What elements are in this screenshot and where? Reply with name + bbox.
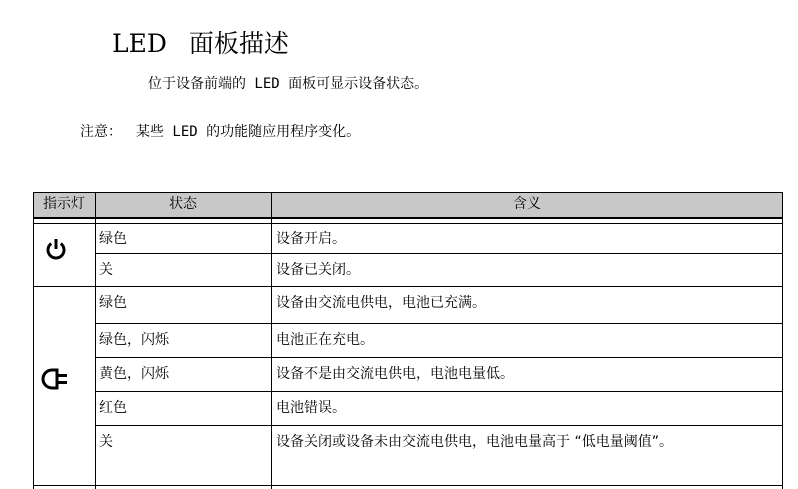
table-row-meaning: 电池正在充电。	[276, 332, 374, 348]
rule-row	[95, 425, 783, 426]
rule-row	[95, 253, 783, 254]
rule-right	[782, 192, 783, 489]
table-row-meaning: 设备已关闭。	[276, 262, 360, 278]
table-row-state: 关	[99, 434, 113, 450]
table-row-meaning: 设备关闭或设备未由交流电供电，电池电量高于 “低电量阈值”。	[276, 434, 673, 450]
table-row-state: 黄色，闪烁	[99, 366, 169, 382]
header-state: 状态	[169, 196, 197, 212]
rule-row	[95, 357, 783, 358]
table-row-meaning: 电池错误。	[276, 400, 346, 416]
title-led: LED	[112, 29, 167, 58]
table-row-state: 红色	[99, 400, 127, 416]
table-row-meaning: 设备开启。	[276, 231, 346, 247]
header-meaning: 含义	[513, 196, 541, 212]
rule-left	[33, 192, 34, 489]
rule-col1	[95, 192, 96, 489]
rule-header	[33, 217, 783, 219]
header-indicator: 指示灯	[43, 196, 85, 212]
rule-group	[33, 286, 783, 287]
table-row-state: 关	[99, 262, 113, 278]
table-row-state: 绿色	[99, 295, 127, 311]
table-row-state: 绿色	[99, 231, 127, 247]
note-text: 某些 LED 的功能随应用程序变化。	[136, 124, 361, 140]
rule-bottom	[33, 485, 783, 486]
table-row-meaning: 设备由交流电供电，电池已充满。	[276, 295, 486, 311]
table-row-meaning: 设备不是由交流电供电，电池电量低。	[276, 366, 514, 382]
intro-text: 位于设备前端的 LED 面板可显示设备状态。	[148, 76, 429, 92]
ac-plug-icon	[41, 366, 71, 392]
note-label: 注意：	[80, 124, 122, 140]
page-title	[112, 28, 289, 60]
led-table	[33, 192, 783, 489]
rule-row	[95, 323, 783, 324]
rule-col2	[271, 192, 272, 489]
title-text: 面板描述	[188, 29, 289, 58]
note	[80, 122, 360, 142]
rule-row	[95, 391, 783, 392]
power-icon	[43, 236, 69, 262]
table-row-state: 绿色，闪烁	[99, 332, 169, 348]
rule-header-double	[33, 223, 783, 224]
rule-top	[33, 192, 783, 193]
